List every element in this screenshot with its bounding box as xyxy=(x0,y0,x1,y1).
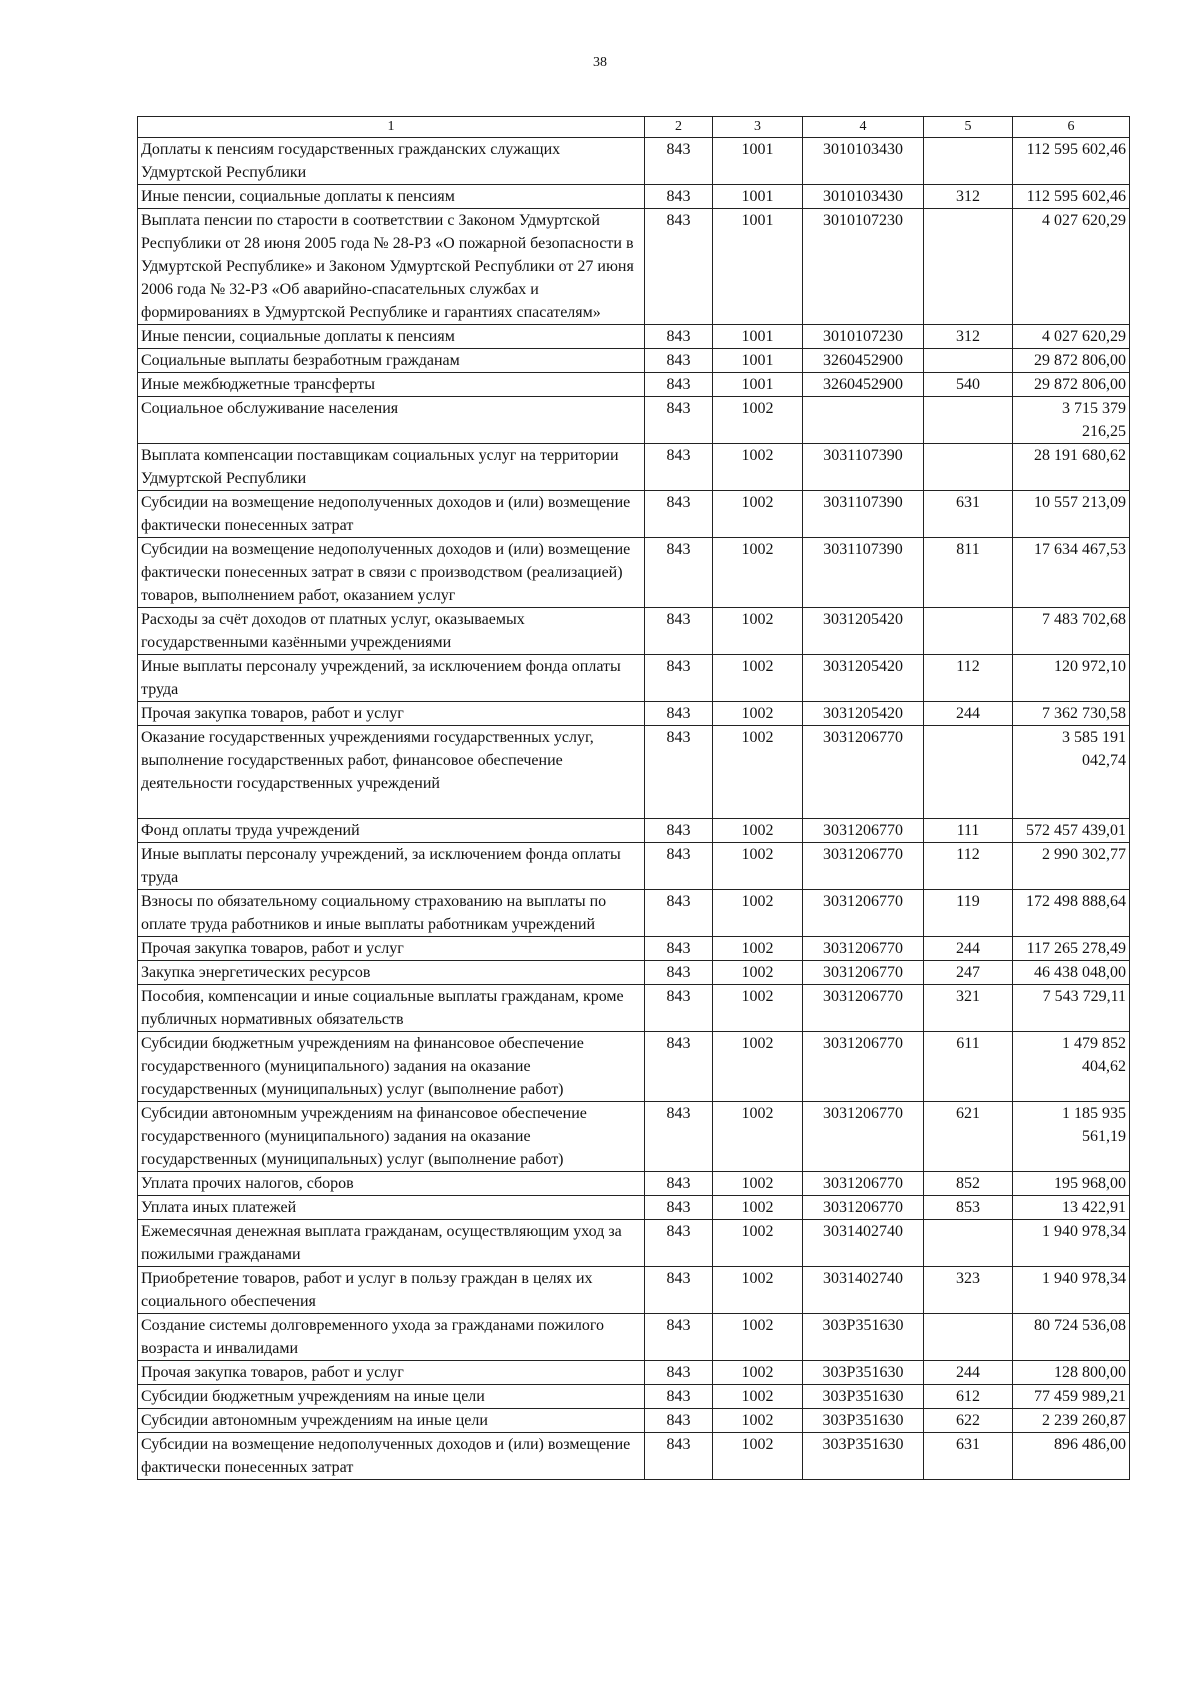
ministry-code-cell: 843 xyxy=(645,373,713,397)
table-row xyxy=(138,491,1130,538)
budget-table xyxy=(137,116,1130,1480)
target-article-cell: 3031107390 xyxy=(803,444,924,491)
column-header-2: 2 xyxy=(645,117,713,138)
amount-cell: 29 872 806,00 xyxy=(1013,373,1130,397)
amount-cell: 17 634 467,53 xyxy=(1013,538,1130,608)
amount-cell: 13 422,91 xyxy=(1013,1196,1130,1220)
table-row xyxy=(138,1172,1130,1196)
expense-name-cell: Выплата компенсации поставщикам социальных услуг на территории Удмуртской Республики xyxy=(138,444,645,491)
expense-type-cell xyxy=(924,444,1013,491)
expense-type-cell: 621 xyxy=(924,1102,1013,1172)
ministry-code-cell: 843 xyxy=(645,937,713,961)
section-code-cell: 1002 xyxy=(713,843,803,890)
expense-type-cell: 540 xyxy=(924,373,1013,397)
section-code-cell: 1002 xyxy=(713,726,803,819)
table-row xyxy=(138,373,1130,397)
table-row xyxy=(138,819,1130,843)
table-row xyxy=(138,397,1130,444)
expense-type-cell: 312 xyxy=(924,185,1013,209)
expense-type-cell: 112 xyxy=(924,843,1013,890)
target-article-cell: 3031107390 xyxy=(803,538,924,608)
expense-name-cell: Субсидии автономным учреждениям на финансовое обеспечение государственного (муниципального) задания на оказание государственных (муниципальных) услуг (выполнение работ) xyxy=(138,1102,645,1172)
expense-type-cell xyxy=(924,397,1013,444)
amount-cell: 28 191 680,62 xyxy=(1013,444,1130,491)
ministry-code-cell: 843 xyxy=(645,1267,713,1314)
amount-cell: 117 265 278,49 xyxy=(1013,937,1130,961)
expense-name-cell: Фонд оплаты труда учреждений xyxy=(138,819,645,843)
amount-cell: 46 438 048,00 xyxy=(1013,961,1130,985)
ministry-code-cell: 843 xyxy=(645,185,713,209)
expense-type-cell: 321 xyxy=(924,985,1013,1032)
target-article-cell: 303P351630 xyxy=(803,1314,924,1361)
section-code-cell: 1002 xyxy=(713,985,803,1032)
ministry-code-cell: 843 xyxy=(645,538,713,608)
table-row xyxy=(138,185,1130,209)
expense-name-cell: Закупка энергетических ресурсов xyxy=(138,961,645,985)
amount-cell: 128 800,00 xyxy=(1013,1361,1130,1385)
ministry-code-cell: 843 xyxy=(645,1032,713,1102)
ministry-code-cell: 843 xyxy=(645,1314,713,1361)
amount-cell: 896 486,00 xyxy=(1013,1433,1130,1480)
expense-name-cell: Социальное обслуживание населения xyxy=(138,397,645,444)
expense-type-cell: 631 xyxy=(924,491,1013,538)
expense-name-cell: Иные выплаты персоналу учреждений, за исключением фонда оплаты труда xyxy=(138,843,645,890)
table-row xyxy=(138,655,1130,702)
expense-name-cell: Расходы за счёт доходов от платных услуг, оказываемых государственными казёнными учреждениями xyxy=(138,608,645,655)
target-article-cell: 3031107390 xyxy=(803,491,924,538)
ministry-code-cell: 843 xyxy=(645,985,713,1032)
section-code-cell: 1002 xyxy=(713,1102,803,1172)
table-row xyxy=(138,985,1130,1032)
expense-name-cell: Уплата иных платежей xyxy=(138,1196,645,1220)
ministry-code-cell: 843 xyxy=(645,209,713,325)
ministry-code-cell: 843 xyxy=(645,397,713,444)
ministry-code-cell: 843 xyxy=(645,1433,713,1480)
expense-name-cell: Иные межбюджетные трансферты xyxy=(138,373,645,397)
amount-cell: 1 940 978,34 xyxy=(1013,1267,1130,1314)
amount-cell: 572 457 439,01 xyxy=(1013,819,1130,843)
target-article-cell: 3031206770 xyxy=(803,726,924,819)
amount-cell: 195 968,00 xyxy=(1013,1172,1130,1196)
amount-cell: 7 362 730,58 xyxy=(1013,702,1130,726)
table-row xyxy=(138,1267,1130,1314)
target-article-cell: 3010103430 xyxy=(803,185,924,209)
expense-name-cell: Создание системы долговременного ухода за гражданами пожилого возраста и инвалидами xyxy=(138,1314,645,1361)
target-article-cell: 3010107230 xyxy=(803,209,924,325)
section-code-cell: 1002 xyxy=(713,1385,803,1409)
expense-name-cell: Субсидии на возмещение недополученных доходов и (или) возмещение фактически понесенных затрат в связи с производством (реализацией) товаров, выполнением работ, оказанием услуг xyxy=(138,538,645,608)
expense-name-cell: Субсидии на возмещение недополученных доходов и (или) возмещение фактически понесенных затрат xyxy=(138,1433,645,1480)
expense-type-cell xyxy=(924,138,1013,185)
section-code-cell: 1001 xyxy=(713,325,803,349)
expense-name-cell: Взносы по обязательному социальному страхованию на выплаты по оплате труда работников и иные выплаты работникам учреждений xyxy=(138,890,645,937)
expense-type-cell xyxy=(924,608,1013,655)
target-article-cell xyxy=(803,397,924,444)
target-article-cell: 303P351630 xyxy=(803,1409,924,1433)
table-row xyxy=(138,702,1130,726)
section-code-cell: 1002 xyxy=(713,1220,803,1267)
table-row xyxy=(138,937,1130,961)
amount-cell: 80 724 536,08 xyxy=(1013,1314,1130,1361)
ministry-code-cell: 843 xyxy=(645,1220,713,1267)
expense-name-cell: Иные пенсии, социальные доплаты к пенсиям xyxy=(138,185,645,209)
table-row xyxy=(138,1102,1130,1172)
expense-name-cell: Ежемесячная денежная выплата гражданам, осуществляющим уход за пожилыми гражданами xyxy=(138,1220,645,1267)
section-code-cell: 1002 xyxy=(713,491,803,538)
target-article-cell: 3010107230 xyxy=(803,325,924,349)
expense-type-cell: 853 xyxy=(924,1196,1013,1220)
section-code-cell: 1002 xyxy=(713,1032,803,1102)
ministry-code-cell: 843 xyxy=(645,608,713,655)
section-code-cell: 1001 xyxy=(713,209,803,325)
ministry-code-cell: 843 xyxy=(645,1102,713,1172)
target-article-cell: 3031206770 xyxy=(803,1102,924,1172)
amount-cell: 120 972,10 xyxy=(1013,655,1130,702)
expense-name-cell: Иные пенсии, социальные доплаты к пенсиям xyxy=(138,325,645,349)
table-row xyxy=(138,138,1130,185)
amount-cell: 2 990 302,77 xyxy=(1013,843,1130,890)
amount-cell: 29 872 806,00 xyxy=(1013,349,1130,373)
table-row xyxy=(138,349,1130,373)
ministry-code-cell: 843 xyxy=(645,655,713,702)
section-code-cell: 1002 xyxy=(713,702,803,726)
target-article-cell: 3031206770 xyxy=(803,1172,924,1196)
section-code-cell: 1002 xyxy=(713,1196,803,1220)
expense-type-cell: 611 xyxy=(924,1032,1013,1102)
column-header-5: 5 xyxy=(924,117,1013,138)
ministry-code-cell: 843 xyxy=(645,819,713,843)
page-number: 38 xyxy=(593,55,607,70)
ministry-code-cell: 843 xyxy=(645,1385,713,1409)
target-article-cell: 3031206770 xyxy=(803,961,924,985)
target-article-cell: 3031206770 xyxy=(803,843,924,890)
ministry-code-cell: 843 xyxy=(645,1361,713,1385)
target-article-cell: 3031206770 xyxy=(803,937,924,961)
expense-type-cell: 247 xyxy=(924,961,1013,985)
table-row xyxy=(138,961,1130,985)
section-code-cell: 1002 xyxy=(713,444,803,491)
expense-type-cell xyxy=(924,1314,1013,1361)
section-code-cell: 1001 xyxy=(713,138,803,185)
table-row xyxy=(138,608,1130,655)
expense-name-cell: Социальные выплаты безработным гражданам xyxy=(138,349,645,373)
amount-cell: 1 940 978,34 xyxy=(1013,1220,1130,1267)
table-row xyxy=(138,1409,1130,1433)
section-code-cell: 1002 xyxy=(713,819,803,843)
target-article-cell: 3031205420 xyxy=(803,702,924,726)
expense-name-cell: Выплата пенсии по старости в соответствии с Законом Удмуртской Республики от 28 июня 2005 года № 28-РЗ «О пожарной безопасности в Удмуртской Республике» и Законом Удмуртской Республики от 27 июня 2006 года № 32-РЗ «Об аварийно-спасательных службах и формированиях в Удмуртской Республике и гарантиях спасателям» xyxy=(138,209,645,325)
column-header-3: 3 xyxy=(713,117,803,138)
ministry-code-cell: 843 xyxy=(645,1409,713,1433)
expense-type-cell xyxy=(924,726,1013,819)
target-article-cell: 3010103430 xyxy=(803,138,924,185)
ministry-code-cell: 843 xyxy=(645,843,713,890)
amount-cell: 112 595 602,46 xyxy=(1013,185,1130,209)
table-row xyxy=(138,538,1130,608)
table-row xyxy=(138,1032,1130,1102)
target-article-cell: 303P351630 xyxy=(803,1361,924,1385)
expense-name-cell: Уплата прочих налогов, сборов xyxy=(138,1172,645,1196)
section-code-cell: 1002 xyxy=(713,608,803,655)
ministry-code-cell: 843 xyxy=(645,702,713,726)
amount-cell: 77 459 989,21 xyxy=(1013,1385,1130,1409)
ministry-code-cell: 843 xyxy=(645,890,713,937)
expense-name-cell: Иные выплаты персоналу учреждений, за исключением фонда оплаты труда xyxy=(138,655,645,702)
target-article-cell: 3031402740 xyxy=(803,1220,924,1267)
target-article-cell: 3031206770 xyxy=(803,1032,924,1102)
section-code-cell: 1002 xyxy=(713,538,803,608)
expense-type-cell: 323 xyxy=(924,1267,1013,1314)
expense-type-cell: 852 xyxy=(924,1172,1013,1196)
ministry-code-cell: 843 xyxy=(645,444,713,491)
expense-type-cell: 111 xyxy=(924,819,1013,843)
target-article-cell: 3031206770 xyxy=(803,1196,924,1220)
section-code-cell: 1002 xyxy=(713,655,803,702)
amount-cell: 2 239 260,87 xyxy=(1013,1409,1130,1433)
table-row xyxy=(138,1196,1130,1220)
table-row xyxy=(138,843,1130,890)
table-row xyxy=(138,325,1130,349)
expense-name-cell: Субсидии бюджетным учреждениям на иные цели xyxy=(138,1385,645,1409)
expense-type-cell: 631 xyxy=(924,1433,1013,1480)
column-header-4: 4 xyxy=(803,117,924,138)
expense-type-cell: 244 xyxy=(924,702,1013,726)
ministry-code-cell: 843 xyxy=(645,961,713,985)
table-body xyxy=(138,138,1130,1480)
expense-name-cell: Субсидии автономным учреждениям на иные цели xyxy=(138,1409,645,1433)
table-row xyxy=(138,444,1130,491)
table-row xyxy=(138,1220,1130,1267)
section-code-cell: 1002 xyxy=(713,1409,803,1433)
ministry-code-cell: 843 xyxy=(645,138,713,185)
amount-cell: 3 585 191 042,74 xyxy=(1013,726,1130,819)
expense-name-cell: Доплаты к пенсиям государственных гражданских служащих Удмуртской Республики xyxy=(138,138,645,185)
expense-type-cell: 119 xyxy=(924,890,1013,937)
section-code-cell: 1002 xyxy=(713,1433,803,1480)
target-article-cell: 3031402740 xyxy=(803,1267,924,1314)
ministry-code-cell: 843 xyxy=(645,726,713,819)
section-code-cell: 1002 xyxy=(713,937,803,961)
amount-cell: 7 483 702,68 xyxy=(1013,608,1130,655)
section-code-cell: 1002 xyxy=(713,961,803,985)
expense-type-cell: 244 xyxy=(924,1361,1013,1385)
expense-name-cell: Субсидии на возмещение недополученных доходов и (или) возмещение фактически понесенных затрат xyxy=(138,491,645,538)
amount-cell: 1 185 935 561,19 xyxy=(1013,1102,1130,1172)
header-row xyxy=(138,117,1130,138)
expense-type-cell: 244 xyxy=(924,937,1013,961)
table-row xyxy=(138,209,1130,325)
section-code-cell: 1002 xyxy=(713,1361,803,1385)
amount-cell: 7 543 729,11 xyxy=(1013,985,1130,1032)
section-code-cell: 1002 xyxy=(713,1314,803,1361)
amount-cell: 10 557 213,09 xyxy=(1013,491,1130,538)
section-code-cell: 1002 xyxy=(713,1267,803,1314)
expense-name-cell: Прочая закупка товаров, работ и услуг xyxy=(138,702,645,726)
expense-type-cell: 622 xyxy=(924,1409,1013,1433)
target-article-cell: 3260452900 xyxy=(803,373,924,397)
target-article-cell: 3031206770 xyxy=(803,985,924,1032)
target-article-cell: 3260452900 xyxy=(803,349,924,373)
expense-type-cell: 312 xyxy=(924,325,1013,349)
table-row xyxy=(138,726,1130,819)
amount-cell: 1 479 852 404,62 xyxy=(1013,1032,1130,1102)
expense-name-cell: Субсидии бюджетным учреждениям на финансовое обеспечение государственного (муниципального) задания на оказание государственных (муниципальных) услуг (выполнение работ) xyxy=(138,1032,645,1102)
ministry-code-cell: 843 xyxy=(645,349,713,373)
expense-type-cell: 811 xyxy=(924,538,1013,608)
target-article-cell: 3031206770 xyxy=(803,819,924,843)
target-article-cell: 303P351630 xyxy=(803,1385,924,1409)
table-row xyxy=(138,1433,1130,1480)
expense-name-cell: Прочая закупка товаров, работ и услуг xyxy=(138,1361,645,1385)
section-code-cell: 1001 xyxy=(713,185,803,209)
amount-cell: 3 715 379 216,25 xyxy=(1013,397,1130,444)
amount-cell: 4 027 620,29 xyxy=(1013,325,1130,349)
target-article-cell: 303P351630 xyxy=(803,1433,924,1480)
ministry-code-cell: 843 xyxy=(645,491,713,538)
target-article-cell: 3031205420 xyxy=(803,655,924,702)
expense-type-cell: 112 xyxy=(924,655,1013,702)
expense-type-cell: 612 xyxy=(924,1385,1013,1409)
section-code-cell: 1001 xyxy=(713,349,803,373)
expense-type-cell xyxy=(924,349,1013,373)
ministry-code-cell: 843 xyxy=(645,1196,713,1220)
table-row xyxy=(138,1314,1130,1361)
column-header-1: 1 xyxy=(138,117,645,138)
expense-name-cell: Оказание государственных учреждениями государственных услуг, выполнение государственных работ, финансовое обеспечение деятельности государственных учреждений xyxy=(138,726,645,819)
table-row xyxy=(138,1361,1130,1385)
target-article-cell: 3031206770 xyxy=(803,890,924,937)
expense-type-cell xyxy=(924,1220,1013,1267)
expense-name-cell: Приобретение товаров, работ и услуг в пользу граждан в целях их социального обеспечения xyxy=(138,1267,645,1314)
amount-cell: 172 498 888,64 xyxy=(1013,890,1130,937)
table-row xyxy=(138,1385,1130,1409)
section-code-cell: 1002 xyxy=(713,890,803,937)
section-code-cell: 1001 xyxy=(713,373,803,397)
target-article-cell: 3031205420 xyxy=(803,608,924,655)
expense-name-cell: Прочая закупка товаров, работ и услуг xyxy=(138,937,645,961)
amount-cell: 112 595 602,46 xyxy=(1013,138,1130,185)
ministry-code-cell: 843 xyxy=(645,1172,713,1196)
ministry-code-cell: 843 xyxy=(645,325,713,349)
expense-name-cell: Пособия, компенсации и иные социальные выплаты гражданам, кроме публичных нормативных обязательств xyxy=(138,985,645,1032)
expense-type-cell xyxy=(924,209,1013,325)
section-code-cell: 1002 xyxy=(713,397,803,444)
section-code-cell: 1002 xyxy=(713,1172,803,1196)
table-row xyxy=(138,890,1130,937)
amount-cell: 4 027 620,29 xyxy=(1013,209,1130,325)
column-header-6: 6 xyxy=(1013,117,1130,138)
